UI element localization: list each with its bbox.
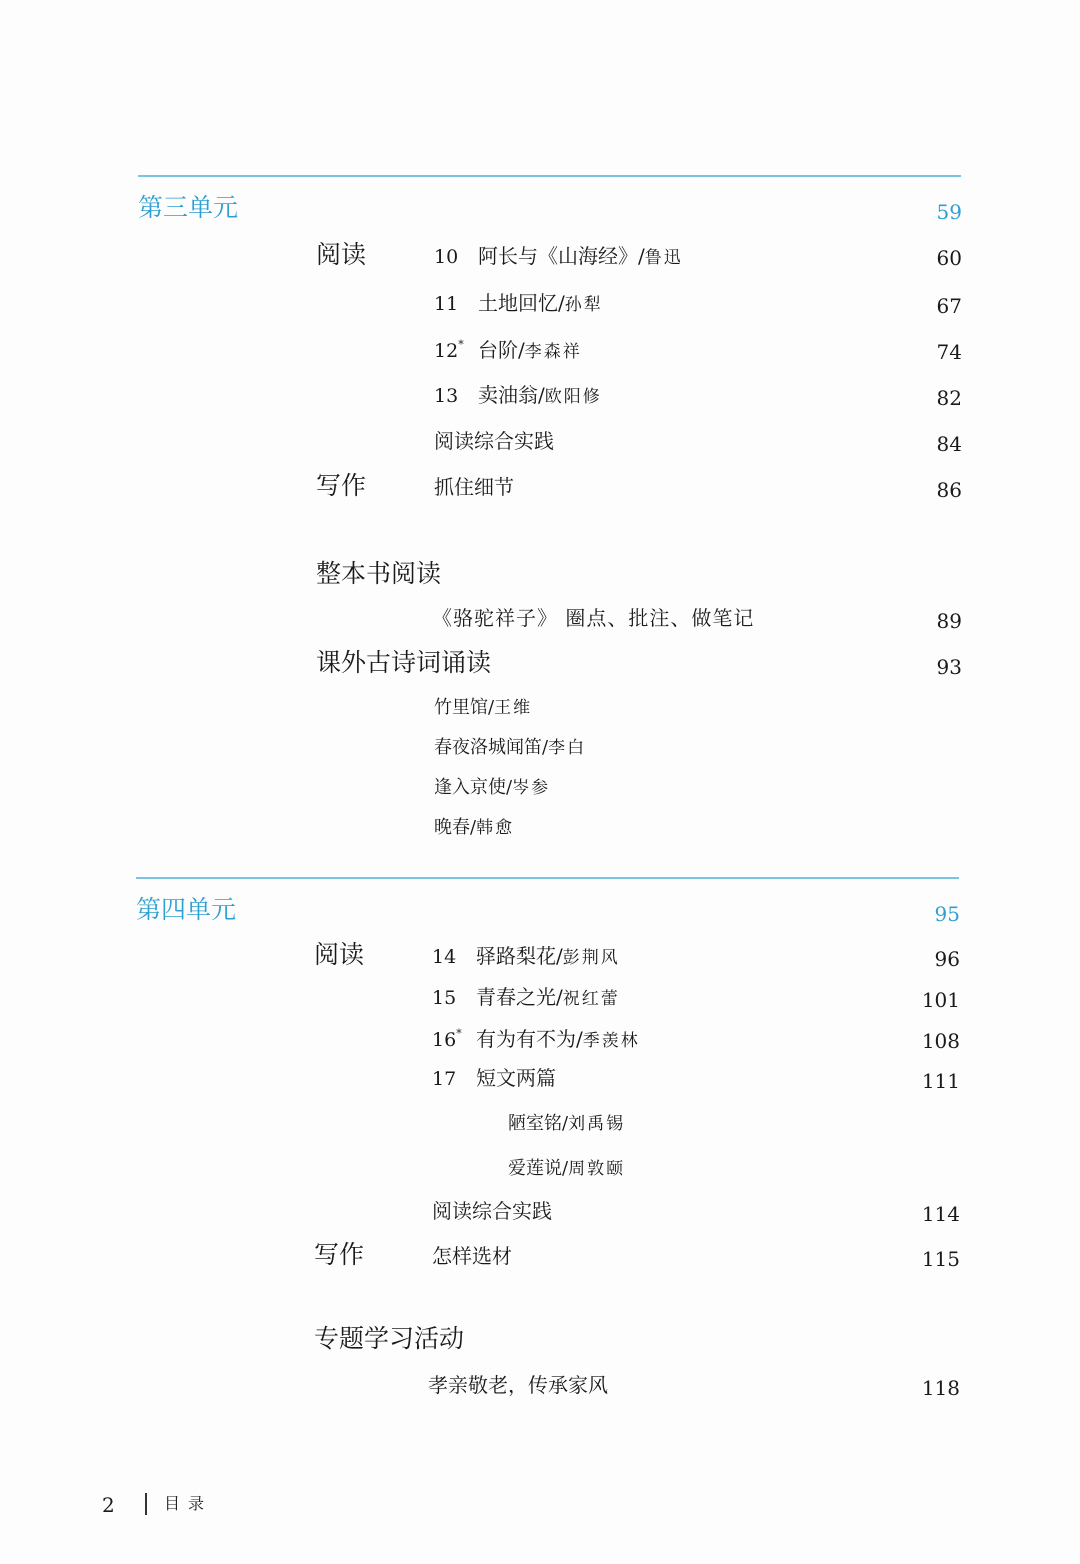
toc-page: 82	[936, 386, 962, 410]
toc-page: 89	[936, 609, 962, 633]
toc-page: 86	[936, 478, 962, 502]
toc-page: 111	[921, 1069, 960, 1093]
toc-entry[interactable]: 13 卖油翁/欧阳修	[434, 383, 602, 407]
toc-entry[interactable]: 14 驿路梨花/彭荆风	[432, 944, 620, 968]
toc-entry-practice[interactable]: 阅读综合实践	[434, 429, 554, 453]
toc-page: 101	[921, 988, 960, 1012]
unit3-reading-label: 阅读	[316, 240, 367, 269]
whole-book-title: 整本书阅读	[316, 559, 442, 588]
poem-item[interactable]: 逢入京使/岑参	[434, 777, 551, 798]
toc-page: 74	[936, 340, 962, 364]
toc-page: 114	[921, 1202, 960, 1226]
footer-page-number: 2	[102, 1493, 115, 1517]
poems-title: 课外古诗词诵读	[316, 648, 492, 677]
toc-page: 84	[936, 432, 962, 456]
poems-page: 93	[936, 655, 962, 679]
toc-entry[interactable]: 15 青春之光/祝红蕾	[432, 985, 620, 1009]
toc-page: 115	[921, 1247, 960, 1271]
footer-label: 目录	[164, 1494, 213, 1513]
toc-page: 67	[936, 294, 962, 318]
footer-divider	[145, 1493, 147, 1515]
poem-item[interactable]: 竹里馆/王维	[434, 697, 533, 718]
toc-entry[interactable]: 12* 台阶/李森祥	[434, 338, 582, 362]
activity-title: 专题学习活动	[314, 1324, 465, 1353]
toc-page: 118	[921, 1376, 960, 1400]
poem-item[interactable]: 晚春/韩愈	[434, 817, 515, 838]
unit4-page: 95	[934, 902, 960, 926]
toc-entry[interactable]: 10 阿长与《山海经》/鲁迅	[434, 244, 683, 268]
unit3-page: 59	[936, 200, 962, 224]
toc-entry[interactable]: 16* 有为有不为/季羡林	[432, 1027, 640, 1051]
toc-entry[interactable]: 《骆驼祥子》 圈点、批注、做笔记	[432, 606, 755, 630]
unit3-rule	[138, 175, 961, 177]
toc-page: 60	[936, 246, 962, 270]
toc-entry-practice[interactable]: 阅读综合实践	[432, 1199, 552, 1223]
toc-entry-writing[interactable]: 抓住细节	[434, 475, 514, 499]
toc-entry[interactable]: 17 短文两篇	[432, 1066, 556, 1090]
unit3-title: 第三单元	[138, 193, 239, 222]
toc-entry[interactable]: 孝亲敬老，传承家风	[428, 1373, 608, 1397]
sub-item[interactable]: 陋室铭/刘禹锡	[508, 1113, 626, 1134]
unit4-reading-label: 阅读	[314, 940, 365, 969]
unit4-writing-label: 写作	[314, 1240, 365, 1269]
unit4-title: 第四单元	[136, 895, 237, 924]
toc-entry[interactable]: 11 土地回忆/孙犁	[434, 291, 603, 315]
unit3-writing-label: 写作	[316, 471, 367, 500]
unit4-rule	[136, 877, 959, 879]
toc-entry-writing[interactable]: 怎样选材	[432, 1244, 512, 1268]
toc-page: 108	[921, 1029, 960, 1053]
sub-item[interactable]: 爱莲说/周敦颐	[508, 1158, 626, 1179]
poem-item[interactable]: 春夜洛城闻笛/李白	[434, 737, 587, 758]
toc-page: 96	[934, 947, 960, 971]
